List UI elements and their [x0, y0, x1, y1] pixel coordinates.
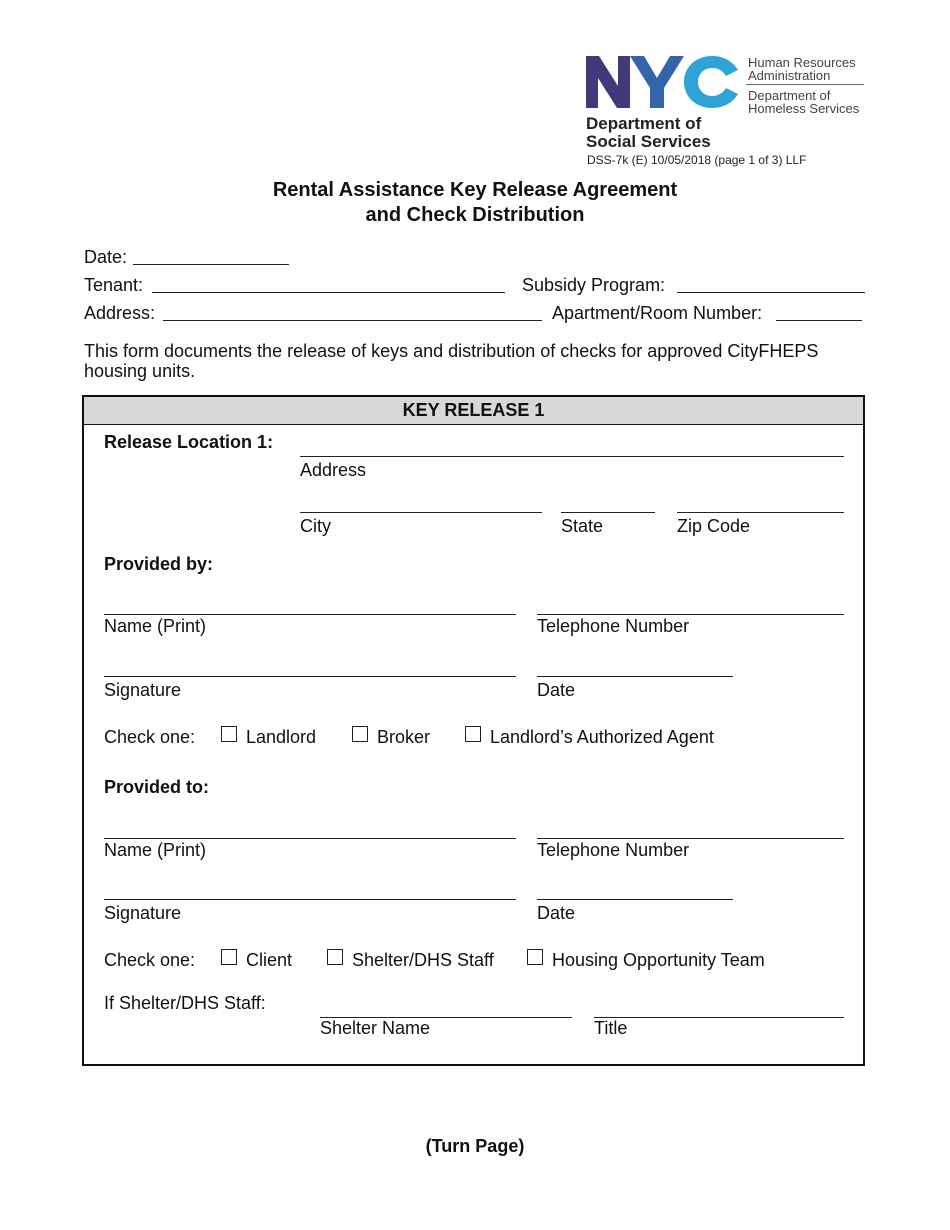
- authorized-agent-checkbox[interactable]: [465, 726, 481, 742]
- release-address-field[interactable]: [300, 456, 844, 457]
- provided-to-date-field[interactable]: [537, 899, 733, 900]
- housing-team-checkbox[interactable]: [527, 949, 543, 965]
- tenant-field[interactable]: [152, 292, 505, 293]
- key-release-header: KEY RELEASE 1: [84, 397, 863, 425]
- provided-to-check-one-label: Check one:: [104, 950, 196, 970]
- apartment-number-label: Apartment/Room Number:: [552, 303, 763, 323]
- provided-by-phone-caption: Telephone Number: [537, 616, 690, 636]
- page-title-line1: Rental Assistance Key Release Agreement: [272, 179, 678, 201]
- shelter-staff-checkbox[interactable]: [327, 949, 343, 965]
- provided-by-name-field[interactable]: [104, 614, 516, 615]
- release-state-caption: State: [561, 516, 604, 536]
- release-city-caption: City: [300, 516, 331, 536]
- shelter-name-caption: Shelter Name: [320, 1018, 431, 1038]
- provided-to-name-field[interactable]: [104, 838, 516, 839]
- provided-by-signature-caption: Signature: [104, 680, 182, 700]
- date-field[interactable]: [133, 264, 289, 265]
- provided-to-phone-field[interactable]: [537, 838, 844, 839]
- housing-team-option-label: Housing Opportunity Team: [552, 950, 765, 970]
- if-shelter-staff-label: If Shelter/DHS Staff:: [104, 993, 266, 1013]
- page-title-line2: and Check Distribution: [365, 204, 585, 226]
- release-zip-field[interactable]: [677, 512, 844, 513]
- org-dhs-line2: Homeless Services: [748, 101, 860, 116]
- provided-by-date-caption: Date: [537, 680, 576, 700]
- tenant-label: Tenant:: [84, 275, 144, 295]
- landlord-checkbox[interactable]: [221, 726, 237, 742]
- apartment-number-field[interactable]: [776, 320, 862, 321]
- release-zip-caption: Zip Code: [677, 516, 751, 536]
- org-divider: [746, 84, 864, 85]
- provided-by-signature-field[interactable]: [104, 676, 516, 677]
- release-city-field[interactable]: [300, 512, 542, 513]
- provided-by-date-field[interactable]: [537, 676, 733, 677]
- org-hra-line2: Administration: [748, 68, 831, 83]
- org-hra: [748, 56, 856, 82]
- provided-to-date-caption: Date: [537, 903, 576, 923]
- release-address-caption: Address: [300, 460, 367, 480]
- provided-by-name-caption: Name (Print): [104, 616, 207, 636]
- staff-title-caption: Title: [594, 1018, 628, 1038]
- broker-option-label: Broker: [377, 727, 431, 747]
- provided-to-signature-caption: Signature: [104, 903, 182, 923]
- nyc-logo-n: [586, 56, 630, 108]
- subsidy-program-label: Subsidy Program:: [522, 275, 666, 295]
- broker-checkbox[interactable]: [352, 726, 368, 742]
- address-field[interactable]: [163, 320, 542, 321]
- org-hra-line1: Human Resources: [748, 55, 856, 70]
- dss-line2: Social Services: [586, 132, 711, 151]
- client-checkbox[interactable]: [221, 949, 237, 965]
- release-state-field[interactable]: [561, 512, 655, 513]
- provided-to-phone-caption: Telephone Number: [537, 840, 690, 860]
- dss-name: [586, 115, 711, 151]
- provided-to-signature-field[interactable]: [104, 899, 516, 900]
- dss-line1: Department of: [586, 114, 702, 133]
- authorized-agent-option-label: Landlord’s Authorized Agent: [490, 727, 714, 747]
- release-location-label: Release Location 1:: [104, 432, 274, 452]
- org-dhs-line1: Department of: [748, 88, 831, 103]
- provided-to-heading: Provided to:: [104, 777, 210, 797]
- provided-by-heading: Provided by:: [104, 554, 214, 574]
- turn-page-note: (Turn Page): [425, 1136, 525, 1156]
- nyc-logo: [586, 56, 740, 108]
- landlord-option-label: Landlord: [246, 727, 317, 747]
- org-dhs: [748, 89, 859, 115]
- client-option-label: Client: [246, 950, 293, 970]
- subsidy-program-field[interactable]: [677, 292, 865, 293]
- provided-by-phone-field[interactable]: [537, 614, 844, 615]
- staff-title-field[interactable]: [594, 1017, 844, 1018]
- nyc-logo-c: [684, 56, 738, 108]
- date-label: Date:: [84, 247, 128, 267]
- nyc-logo-y: [630, 56, 684, 108]
- provided-to-name-caption: Name (Print): [104, 840, 207, 860]
- intro-text: This form documents the release of keys and distribution of checks for approved CityFHEPS housing units.: [84, 341, 819, 381]
- form-id: DSS-7k (E) 10/05/2018 (page 1 of 3) LLF: [587, 153, 807, 167]
- provided-by-check-one-label: Check one:: [104, 727, 196, 747]
- shelter-staff-option-label: Shelter/DHS Staff: [352, 950, 494, 970]
- address-label: Address:: [84, 303, 156, 323]
